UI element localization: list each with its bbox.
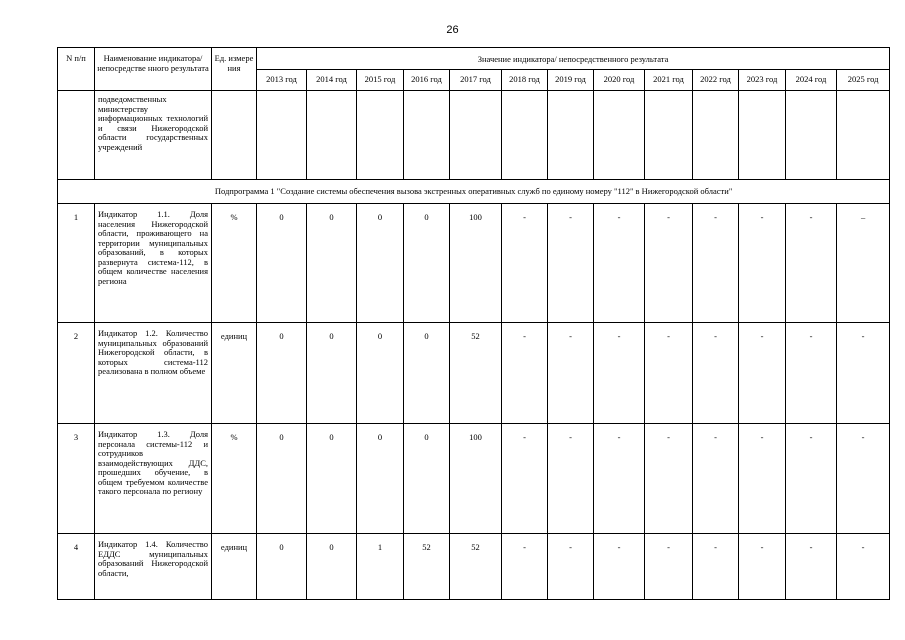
header-year: 2016 год [404, 70, 450, 91]
indicator-value: - [645, 323, 693, 424]
indicator-value: - [645, 204, 693, 323]
indicator-value: - [693, 534, 739, 600]
indicator-value: 52 [450, 323, 502, 424]
page-number: 26 [446, 24, 459, 36]
indicator-row [58, 323, 890, 424]
indicator-value: 0 [307, 424, 357, 534]
indicator-value: 0 [307, 534, 357, 600]
indicator-value: - [786, 323, 837, 424]
indicator-value: 0 [357, 204, 404, 323]
indicator-value: - [837, 534, 890, 600]
indicator-value: - [693, 323, 739, 424]
indicator-value: - [786, 204, 837, 323]
indicator-value: - [645, 424, 693, 534]
indicator-value: 0 [257, 424, 307, 534]
indicator-value: - [594, 424, 645, 534]
indicator-unit: единиц [212, 534, 257, 600]
indicator-unit: % [212, 424, 257, 534]
row-number: 4 [58, 534, 95, 600]
indicator-value: - [786, 534, 837, 600]
indicator-value: - [786, 424, 837, 534]
header-year: 2023 год [739, 70, 786, 91]
indicator-value: - [502, 424, 548, 534]
indicator-value: 0 [257, 204, 307, 323]
indicator-value: - [645, 534, 693, 600]
subprogram-title: Подпрограмма 1 "Создание системы обеспечения вызова экстренных оперативных служб по единому номеру "112" в Нижегородской области" [58, 180, 890, 204]
indicator-value: 100 [450, 204, 502, 323]
row-number: 3 [58, 424, 95, 534]
indicator-value: 0 [404, 323, 450, 424]
header-year: 2013 год [257, 70, 307, 91]
header-year: 2022 год [693, 70, 739, 91]
indicator-value: 52 [404, 534, 450, 600]
continuation-num-cell [58, 91, 95, 180]
indicator-unit: % [212, 204, 257, 323]
indicator-value: 0 [357, 424, 404, 534]
indicator-value: - [837, 424, 890, 534]
indicator-value: - [502, 204, 548, 323]
indicator-row [58, 534, 890, 600]
header-num: N п/п [58, 48, 95, 91]
indicator-name: Индикатор 1.2. Количество муниципальных образований Нижегородской области, в которых система-112 реализована в полном объеме [95, 323, 212, 424]
header-year: 2017 год [450, 70, 502, 91]
header-year: 2019 год [548, 70, 594, 91]
indicator-value: - [739, 534, 786, 600]
indicator-value: 0 [307, 204, 357, 323]
header-name: Наименование индикатора/непосредстве нного результата [95, 48, 212, 91]
row-number: 2 [58, 323, 95, 424]
header-unit: Ед. измере ния [212, 48, 257, 91]
indicator-value: - [594, 534, 645, 600]
indicator-value: 0 [357, 323, 404, 424]
indicator-table [57, 47, 890, 600]
indicator-value: - [693, 204, 739, 323]
continuation-row [58, 91, 890, 180]
indicator-value: - [739, 424, 786, 534]
indicator-name: Индикатор 1.1. Доля населения Нижегородской области, проживающего на территории муниципальных образований, в которых развернута система-112, в общем количестве населения региона [95, 204, 212, 323]
subprogram-row [58, 180, 890, 204]
indicator-value: 52 [450, 534, 502, 600]
indicator-row [58, 204, 890, 323]
indicator-value: 0 [257, 323, 307, 424]
row-number: 1 [58, 204, 95, 323]
indicator-value: - [739, 204, 786, 323]
indicator-unit: единиц [212, 323, 257, 424]
indicator-value: – [837, 204, 890, 323]
indicator-value: 0 [307, 323, 357, 424]
header-year: 2025 год [837, 70, 890, 91]
header-year: 2020 год [594, 70, 645, 91]
indicator-value: - [594, 323, 645, 424]
indicator-value: - [837, 323, 890, 424]
header-year: 2018 год [502, 70, 548, 91]
indicator-value: - [502, 534, 548, 600]
indicator-row [58, 424, 890, 534]
header-year: 2014 год [307, 70, 357, 91]
header-year: 2024 год [786, 70, 837, 91]
indicator-value: - [548, 534, 594, 600]
indicator-name: Индикатор 1.3. Доля персонала системы-112 и сотрудников взаимодействующих ДДС, прошедших обучение, в общем требуемом количестве такого персонала по региону [95, 424, 212, 534]
continuation-name-cell: подведомственных министерству информационных технологий и связи Нижегородской области государственных учреждений [95, 91, 212, 180]
indicator-name: Индикатор 1.4. Количество ЕДДС муниципальных образований Нижегородской области, [95, 534, 212, 600]
indicator-value: - [548, 424, 594, 534]
indicator-value: 100 [450, 424, 502, 534]
indicator-value: - [548, 323, 594, 424]
indicator-value: - [502, 323, 548, 424]
indicator-value: - [739, 323, 786, 424]
header-year: 2015 год [357, 70, 404, 91]
indicator-value: - [693, 424, 739, 534]
indicator-value: 0 [257, 534, 307, 600]
header-values-group: Значение индикатора/ непосредственного результата [257, 48, 890, 70]
indicator-value: 1 [357, 534, 404, 600]
indicator-value: - [548, 204, 594, 323]
indicator-value: - [594, 204, 645, 323]
indicator-value: 0 [404, 424, 450, 534]
header-year: 2021 год [645, 70, 693, 91]
indicator-value: 0 [404, 204, 450, 323]
